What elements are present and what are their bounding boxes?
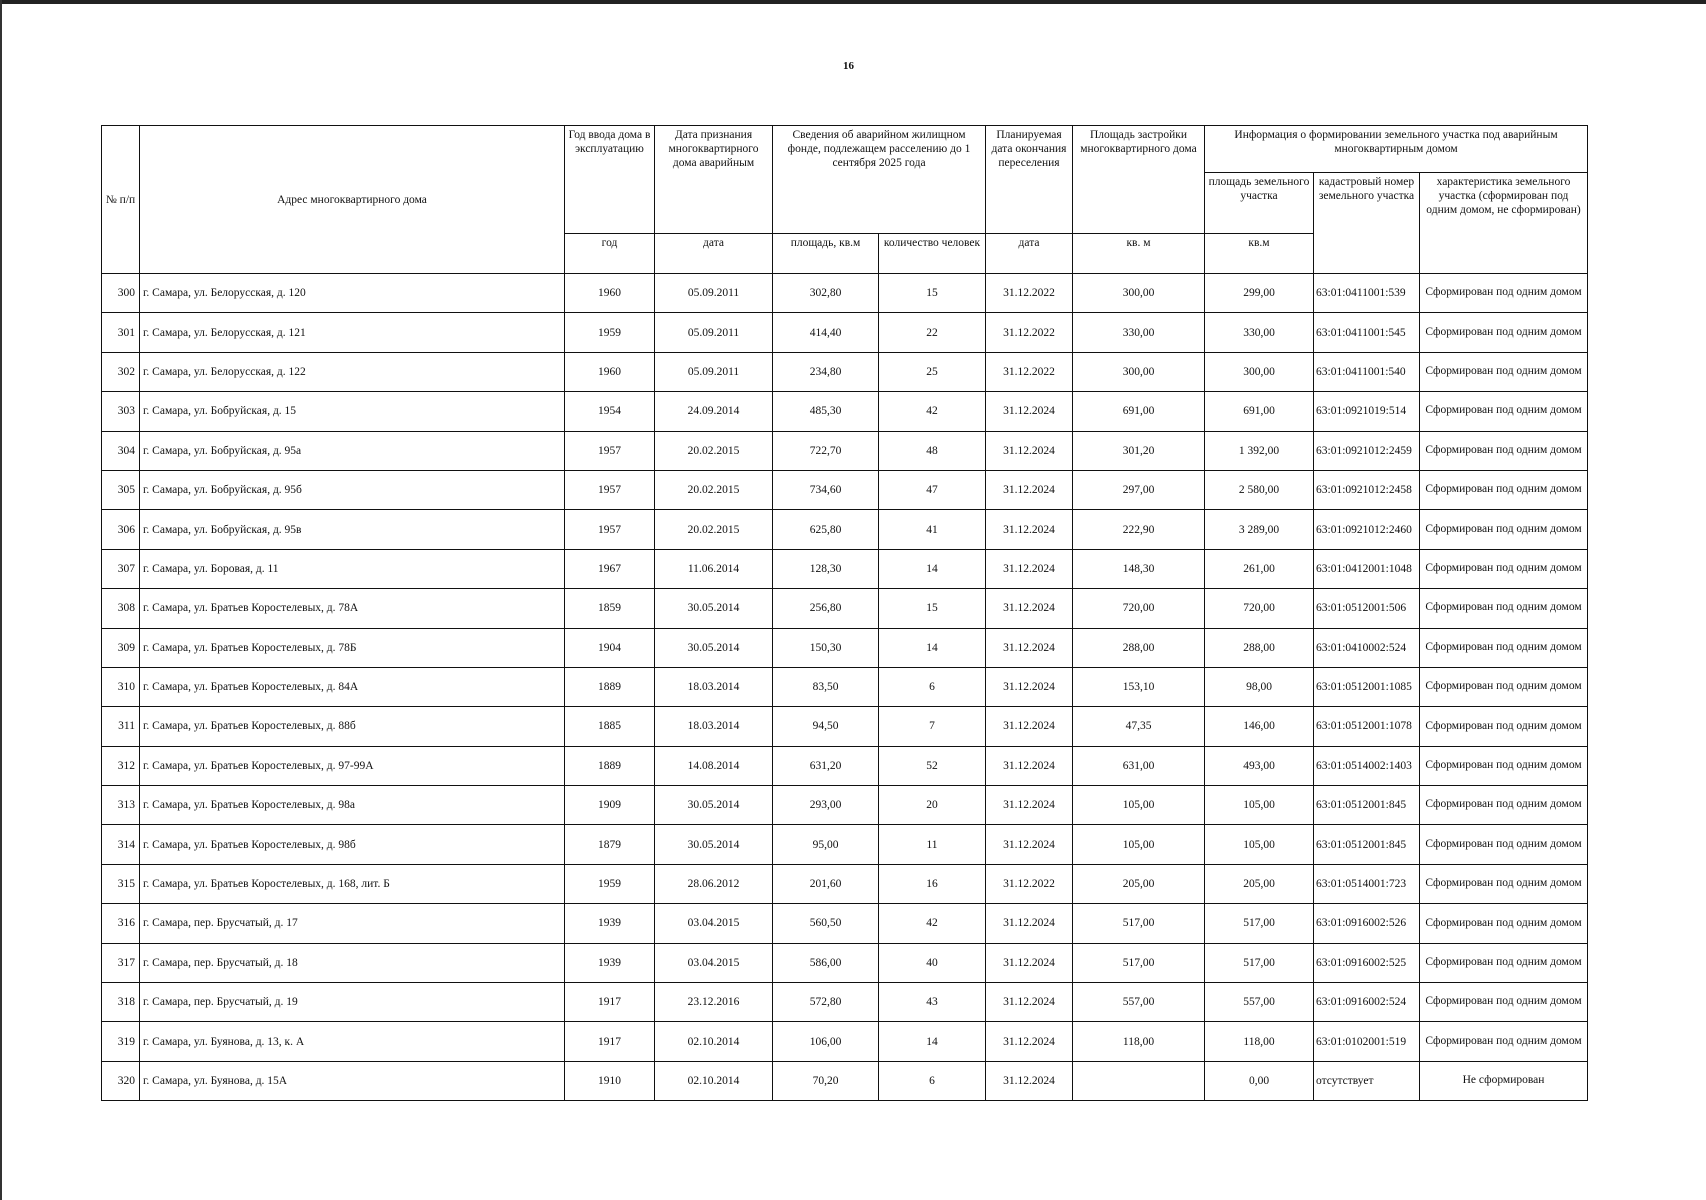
row-land-area: 720,00 [1205,589,1314,628]
row-area: 106,00 [773,1022,879,1061]
row-people: 22 [879,313,986,352]
header-address: Адрес многоквартирного дома [140,126,565,274]
row-number: 310 [102,667,140,706]
row-land-area: 557,00 [1205,983,1314,1022]
row-area: 256,80 [773,589,879,628]
row-year: 1889 [565,667,655,706]
header-info-group: Сведения об аварийном жилищном фонде, подлежащем расселению до 1 сентября 2025 года [773,126,986,234]
row-people: 42 [879,904,986,943]
row-people: 20 [879,786,986,825]
row-cadastral: 63:01:0921019:514 [1314,392,1420,431]
row-land-char: Сформирован под одним домом [1420,746,1588,785]
row-people: 40 [879,943,986,982]
row-people: 52 [879,746,986,785]
row-address: г. Самара, ул. Братьев Коростелевых, д. 98а [140,786,565,825]
row-land-char: Сформирован под одним домом [1420,864,1588,903]
row-year: 1909 [565,786,655,825]
row-number: 301 [102,313,140,352]
row-area: 722,70 [773,431,879,470]
table-row [102,313,1588,352]
row-cadastral: 63:01:0921012:2459 [1314,431,1420,470]
row-planned-date: 31.12.2024 [986,904,1073,943]
row-year: 1957 [565,470,655,509]
row-address: г. Самара, ул. Белорусская, д. 122 [140,352,565,391]
row-number: 302 [102,352,140,391]
row-area: 302,80 [773,274,879,313]
row-date-recognition: 03.04.2015 [655,904,773,943]
row-area: 150,30 [773,628,879,667]
row-address: г. Самара, ул. Братьев Коростелевых, д. 88б [140,707,565,746]
row-year: 1885 [565,707,655,746]
row-address: г. Самара, ул. Бобруйская, д. 95б [140,470,565,509]
header-date-recognition: Дата признания многоквартирного дома аварийным [655,126,773,234]
row-number: 308 [102,589,140,628]
row-planned-date: 31.12.2024 [986,943,1073,982]
row-people: 25 [879,352,986,391]
row-cadastral: 63:01:0412001:1048 [1314,549,1420,588]
row-land-area: 146,00 [1205,707,1314,746]
row-cadastral: 63:01:0514001:723 [1314,864,1420,903]
row-people: 41 [879,510,986,549]
row-number: 306 [102,510,140,549]
row-land-char: Сформирован под одним домом [1420,667,1588,706]
header-unit-kvm2: кв.м [1205,234,1314,274]
row-planned-date: 31.12.2024 [986,707,1073,746]
row-land-char: Сформирован под одним домом [1420,904,1588,943]
table-row [102,549,1588,588]
row-land-char: Сформирован под одним домом [1420,549,1588,588]
header-unit-date: дата [655,234,773,274]
row-land-area: 517,00 [1205,943,1314,982]
row-number: 311 [102,707,140,746]
header-land-group: Информация о формировании земельного участка под аварийным многоквартирным домом [1205,126,1588,173]
emergency-housing-table [101,125,1588,1101]
header-cadastral: кадастровый номер земельного участка [1314,173,1420,274]
scan-left-edge [0,0,2,1200]
row-date-recognition: 11.06.2014 [655,549,773,588]
row-date-recognition: 02.10.2014 [655,1022,773,1061]
table-row [102,392,1588,431]
row-date-recognition: 30.05.2014 [655,589,773,628]
row-planned-date: 31.12.2024 [986,510,1073,549]
row-date-recognition: 30.05.2014 [655,786,773,825]
row-date-recognition: 03.04.2015 [655,943,773,982]
table-row [102,589,1588,628]
row-built-area: 118,00 [1073,1022,1205,1061]
row-year: 1954 [565,392,655,431]
row-number: 303 [102,392,140,431]
row-area: 586,00 [773,943,879,982]
row-address: г. Самара, ул. Бобруйская, д. 95а [140,431,565,470]
row-planned-date: 31.12.2024 [986,431,1073,470]
header-land-area: площадь земельного участка [1205,173,1314,234]
row-address: г. Самара, ул. Братьев Коростелевых, д. 97-99А [140,746,565,785]
row-land-area: 118,00 [1205,1022,1314,1061]
table-row [102,786,1588,825]
row-cadastral: 63:01:0411001:540 [1314,352,1420,391]
row-year: 1917 [565,983,655,1022]
row-built-area: 300,00 [1073,274,1205,313]
row-planned-date: 31.12.2024 [986,589,1073,628]
row-planned-date: 31.12.2024 [986,667,1073,706]
row-land-area: 330,00 [1205,313,1314,352]
row-land-char: Сформирован под одним домом [1420,352,1588,391]
row-date-recognition: 24.09.2014 [655,392,773,431]
row-area: 560,50 [773,904,879,943]
row-year: 1957 [565,431,655,470]
row-planned-date: 31.12.2022 [986,864,1073,903]
row-date-recognition: 05.09.2011 [655,274,773,313]
row-built-area: 288,00 [1073,628,1205,667]
row-land-char: Сформирован под одним домом [1420,510,1588,549]
row-area: 293,00 [773,786,879,825]
row-number: 307 [102,549,140,588]
row-address: г. Самара, пер. Брусчатый, д. 19 [140,983,565,1022]
row-area: 631,20 [773,746,879,785]
row-planned-date: 31.12.2024 [986,549,1073,588]
table-row [102,667,1588,706]
row-built-area: 222,90 [1073,510,1205,549]
row-land-area: 205,00 [1205,864,1314,903]
row-number: 305 [102,470,140,509]
row-land-area: 105,00 [1205,786,1314,825]
row-area: 625,80 [773,510,879,549]
row-planned-date: 31.12.2022 [986,313,1073,352]
table-row [102,746,1588,785]
row-cadastral: 63:01:0411001:539 [1314,274,1420,313]
row-land-area: 261,00 [1205,549,1314,588]
row-address: г. Самара, ул. Братьев Коростелевых, д. 168, лит. Б [140,864,565,903]
scan-top-edge [0,0,1706,4]
row-cadastral: 63:01:0514002:1403 [1314,746,1420,785]
row-address: г. Самара, ул. Белорусская, д. 120 [140,274,565,313]
row-number: 315 [102,864,140,903]
row-built-area: 301,20 [1073,431,1205,470]
row-year: 1859 [565,589,655,628]
row-number: 312 [102,746,140,785]
row-people: 6 [879,667,986,706]
row-built-area: 631,00 [1073,746,1205,785]
row-built-area: 517,00 [1073,904,1205,943]
row-planned-date: 31.12.2022 [986,274,1073,313]
row-built-area: 105,00 [1073,825,1205,864]
table-row [102,431,1588,470]
row-address: г. Самара, ул. Бобруйская, д. 95в [140,510,565,549]
row-cadastral: 63:01:0916002:526 [1314,904,1420,943]
row-area: 485,30 [773,392,879,431]
row-date-recognition: 18.03.2014 [655,667,773,706]
row-built-area: 47,35 [1073,707,1205,746]
page-number: 16 [843,60,854,72]
header-planned-date: Планируемая дата окончания переселения [986,126,1073,234]
row-people: 14 [879,628,986,667]
row-people: 42 [879,392,986,431]
row-area: 95,00 [773,825,879,864]
row-planned-date: 31.12.2024 [986,1022,1073,1061]
row-cadastral: 63:01:0512001:1085 [1314,667,1420,706]
table-row [102,825,1588,864]
row-address: г. Самара, ул. Братьев Коростелевых, д. 84А [140,667,565,706]
row-people: 11 [879,825,986,864]
row-planned-date: 31.12.2024 [986,392,1073,431]
row-number: 309 [102,628,140,667]
row-address: г. Самара, ул. Белорусская, д. 121 [140,313,565,352]
header-unit-year: год [565,234,655,274]
row-year: 1879 [565,825,655,864]
row-built-area: 105,00 [1073,786,1205,825]
row-built-area [1073,1061,1205,1100]
row-people: 7 [879,707,986,746]
table-row [102,352,1588,391]
row-number: 318 [102,983,140,1022]
row-people: 47 [879,470,986,509]
row-planned-date: 31.12.2024 [986,628,1073,667]
row-number: 304 [102,431,140,470]
row-date-recognition: 28.06.2012 [655,864,773,903]
row-land-area: 98,00 [1205,667,1314,706]
row-address: г. Самара, ул. Боровая, д. 11 [140,549,565,588]
row-land-char: Сформирован под одним домом [1420,825,1588,864]
row-people: 14 [879,1022,986,1061]
row-address: г. Самара, ул. Братьев Коростелевых, д. 78Б [140,628,565,667]
row-date-recognition: 23.12.2016 [655,983,773,1022]
row-date-recognition: 20.02.2015 [655,510,773,549]
row-built-area: 297,00 [1073,470,1205,509]
row-land-char: Сформирован под одним домом [1420,589,1588,628]
row-land-area: 299,00 [1205,274,1314,313]
header-land-char: характеристика земельного участка (сформирован под одним домом, не сформирован) [1420,173,1588,274]
row-area: 128,30 [773,549,879,588]
row-number: 320 [102,1061,140,1100]
table-row [102,983,1588,1022]
row-land-area: 691,00 [1205,392,1314,431]
row-date-recognition: 05.09.2011 [655,313,773,352]
header-unit-people: количество человек [879,234,986,274]
row-cadastral: 63:01:0512001:845 [1314,825,1420,864]
row-cadastral: 63:01:0410002:524 [1314,628,1420,667]
table-row [102,1022,1588,1061]
row-year: 1960 [565,352,655,391]
row-people: 6 [879,1061,986,1100]
row-land-area: 105,00 [1205,825,1314,864]
row-date-recognition: 20.02.2015 [655,431,773,470]
row-land-area: 2 580,00 [1205,470,1314,509]
row-people: 14 [879,549,986,588]
table-row [102,864,1588,903]
row-planned-date: 31.12.2024 [986,825,1073,864]
header-no: № п/п [102,126,140,274]
row-date-recognition: 02.10.2014 [655,1061,773,1100]
table-row [102,904,1588,943]
header-built-area: Площадь застройки многоквартирного дома [1073,126,1205,234]
row-land-char: Сформирован под одним домом [1420,707,1588,746]
row-land-area: 1 392,00 [1205,431,1314,470]
row-year: 1960 [565,274,655,313]
row-land-char: Сформирован под одним домом [1420,431,1588,470]
row-land-area: 493,00 [1205,746,1314,785]
row-built-area: 720,00 [1073,589,1205,628]
row-cadastral: 63:01:0411001:545 [1314,313,1420,352]
row-people: 48 [879,431,986,470]
row-planned-date: 31.12.2024 [986,746,1073,785]
row-land-area: 0,00 [1205,1061,1314,1100]
row-land-area: 288,00 [1205,628,1314,667]
row-year: 1889 [565,746,655,785]
row-cadastral: 63:01:0916002:525 [1314,943,1420,982]
row-cadastral: 63:01:0921012:2458 [1314,470,1420,509]
row-people: 15 [879,274,986,313]
row-built-area: 300,00 [1073,352,1205,391]
row-land-char: Сформирован под одним домом [1420,786,1588,825]
header-year-intro: Год ввода дома в эксплуатацию [565,126,655,234]
row-date-recognition: 05.09.2011 [655,352,773,391]
row-land-area: 3 289,00 [1205,510,1314,549]
row-cadastral: 63:01:0512001:1078 [1314,707,1420,746]
row-cadastral: 63:01:0916002:524 [1314,983,1420,1022]
row-year: 1967 [565,549,655,588]
header-unit-date2: дата [986,234,1073,274]
row-date-recognition: 30.05.2014 [655,825,773,864]
row-area: 572,80 [773,983,879,1022]
row-area: 201,60 [773,864,879,903]
row-land-char: Сформирован под одним домом [1420,1022,1588,1061]
row-planned-date: 31.12.2022 [986,352,1073,391]
row-built-area: 330,00 [1073,313,1205,352]
row-date-recognition: 30.05.2014 [655,628,773,667]
row-built-area: 691,00 [1073,392,1205,431]
row-people: 16 [879,864,986,903]
row-year: 1959 [565,864,655,903]
row-date-recognition: 20.02.2015 [655,470,773,509]
row-number: 314 [102,825,140,864]
row-address: г. Самара, ул. Буянова, д. 15А [140,1061,565,1100]
row-year: 1917 [565,1022,655,1061]
row-address: г. Самара, ул. Братьев Коростелевых, д. 78А [140,589,565,628]
row-built-area: 153,10 [1073,667,1205,706]
row-cadastral: отсутствует [1314,1061,1420,1100]
row-planned-date: 31.12.2024 [986,1061,1073,1100]
row-cadastral: 63:01:0102001:519 [1314,1022,1420,1061]
row-land-char: Сформирован под одним домом [1420,392,1588,431]
row-year: 1959 [565,313,655,352]
row-date-recognition: 18.03.2014 [655,707,773,746]
row-cadastral: 63:01:0921012:2460 [1314,510,1420,549]
row-planned-date: 31.12.2024 [986,983,1073,1022]
row-year: 1904 [565,628,655,667]
header-unit-area: площадь, кв.м [773,234,879,274]
table-row [102,470,1588,509]
table-row [102,274,1588,313]
row-address: г. Самара, пер. Брусчатый, д. 18 [140,943,565,982]
row-year: 1910 [565,1061,655,1100]
row-area: 234,80 [773,352,879,391]
row-built-area: 517,00 [1073,943,1205,982]
row-area: 734,60 [773,470,879,509]
row-planned-date: 31.12.2024 [986,470,1073,509]
row-land-char: Сформирован под одним домом [1420,628,1588,667]
row-built-area: 148,30 [1073,549,1205,588]
row-land-char: Сформирован под одним домом [1420,470,1588,509]
row-address: г. Самара, пер. Брусчатый, д. 17 [140,904,565,943]
row-cadastral: 63:01:0512001:506 [1314,589,1420,628]
row-number: 313 [102,786,140,825]
row-address: г. Самара, ул. Буянова, д. 13, к. А [140,1022,565,1061]
table-row [102,1061,1588,1100]
row-number: 300 [102,274,140,313]
table-row [102,510,1588,549]
header-unit-kvm: кв. м [1073,234,1205,274]
row-cadastral: 63:01:0512001:845 [1314,786,1420,825]
row-number: 319 [102,1022,140,1061]
row-area: 94,50 [773,707,879,746]
row-land-char: Сформирован под одним домом [1420,313,1588,352]
row-number: 316 [102,904,140,943]
row-year: 1957 [565,510,655,549]
row-built-area: 557,00 [1073,983,1205,1022]
row-planned-date: 31.12.2024 [986,786,1073,825]
row-year: 1939 [565,943,655,982]
row-people: 15 [879,589,986,628]
row-address: г. Самара, ул. Братьев Коростелевых, д. 98б [140,825,565,864]
row-land-char: Сформирован под одним домом [1420,983,1588,1022]
row-land-char: Сформирован под одним домом [1420,943,1588,982]
row-land-area: 300,00 [1205,352,1314,391]
table-row [102,943,1588,982]
table-row [102,707,1588,746]
table-row [102,628,1588,667]
row-built-area: 205,00 [1073,864,1205,903]
row-land-char: Сформирован под одним домом [1420,274,1588,313]
row-area: 414,40 [773,313,879,352]
row-number: 317 [102,943,140,982]
row-land-char: Не сформирован [1420,1061,1588,1100]
row-year: 1939 [565,904,655,943]
row-land-area: 517,00 [1205,904,1314,943]
row-people: 43 [879,983,986,1022]
row-date-recognition: 14.08.2014 [655,746,773,785]
row-area: 70,20 [773,1061,879,1100]
row-area: 83,50 [773,667,879,706]
row-address: г. Самара, ул. Бобруйская, д. 15 [140,392,565,431]
